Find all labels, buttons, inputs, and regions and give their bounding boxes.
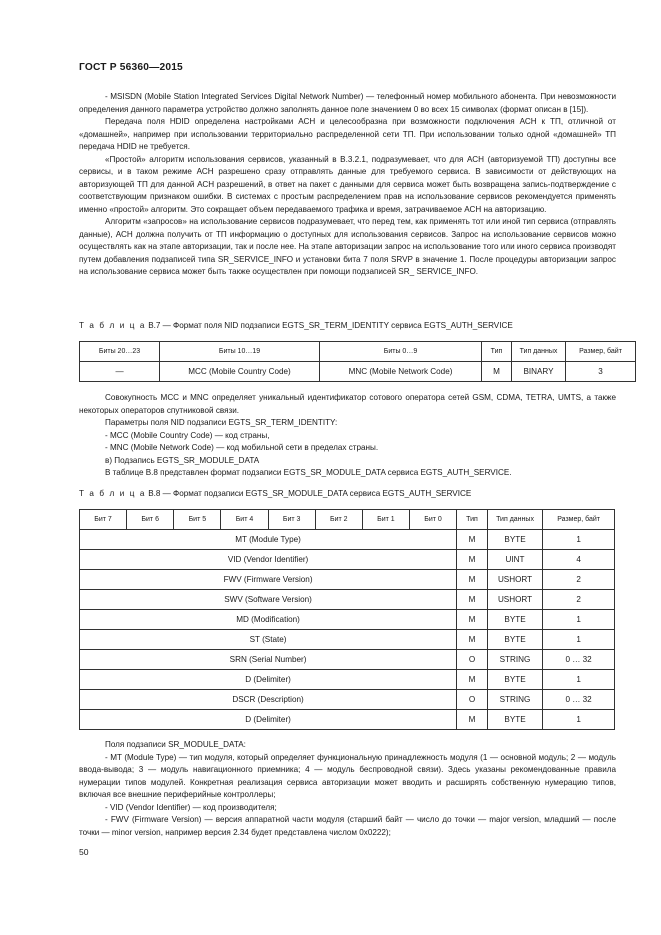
table-cell: BYTE <box>487 530 542 550</box>
header-cell: Размер, байт <box>543 510 615 530</box>
table-cell: USHORT <box>487 570 542 590</box>
table-cell: D (Delimiter) <box>80 670 457 690</box>
table-header-row <box>80 510 615 530</box>
middle-text <box>79 392 616 480</box>
document-header: ГОСТ Р 56360—2015 <box>79 62 183 73</box>
header-cell: Биты 0…9 <box>320 342 482 362</box>
header-cell: Размер, байт <box>566 342 636 362</box>
table-cell: 0 … 32 <box>543 650 615 670</box>
paragraph: - MCC (Mobile Country Code) — код страны, <box>105 430 270 440</box>
table-cell: 1 <box>543 530 615 550</box>
table-cell: M <box>457 670 488 690</box>
table-cell: VID (Vendor Identifier) <box>80 550 457 570</box>
table-row <box>80 550 615 570</box>
page-number: 50 <box>79 847 89 857</box>
table-cell: STRING <box>487 690 542 710</box>
table-cell: 3 <box>566 362 636 382</box>
table-cell: ST (State) <box>80 630 457 650</box>
table-b8-caption <box>79 489 471 498</box>
table-row <box>80 570 615 590</box>
table-cell: SRN (Serial Number) <box>80 650 457 670</box>
caption-prefix: Т а б л и ц а <box>79 489 146 498</box>
table-row <box>80 362 636 382</box>
table-cell: M <box>457 590 488 610</box>
table-cell: BYTE <box>487 630 542 650</box>
table-row <box>80 710 615 730</box>
header-cell: Тип данных <box>487 510 542 530</box>
table-cell: M <box>482 362 512 382</box>
header-cell: Тип <box>457 510 488 530</box>
bottom-text <box>79 739 616 839</box>
table-cell: M <box>457 550 488 570</box>
table-row <box>80 630 615 650</box>
table-cell: BYTE <box>487 710 542 730</box>
table-cell: 1 <box>543 610 615 630</box>
table-cell: M <box>457 710 488 730</box>
header-cell: Бит 6 <box>127 510 174 530</box>
paragraph: - FWV (Firmware Version) — версия аппаратной части модуля (старший байт — число до точки — major version, младший — после точки — minor version, например версия 2.34 будет представлена числом 0x0222); <box>79 815 616 837</box>
table-cell: 1 <box>543 670 615 690</box>
table-row <box>80 530 615 550</box>
table-cell: M <box>457 610 488 630</box>
paragraph: в) Подзапись EGTS_SR_MODULE_DATA <box>105 455 260 465</box>
caption-text: В.8 — Формат подзаписи EGTS_SR_MODULE_DATA сервиса EGTS_AUTH_SERVICE <box>148 489 472 498</box>
header-cell: Бит 4 <box>221 510 268 530</box>
paragraph: Поля подзаписи SR_MODULE_DATA: <box>105 740 246 749</box>
table-cell: DSCR (Description) <box>80 690 457 710</box>
header-cell: Бит 5 <box>174 510 221 530</box>
paragraph: - MSISDN (Mobile Station Integrated Services Digital Network Number) — телефонный номер мобильного абонента. При невозможности определения данного параметра устройство должно заполнять данное поле значением 0 во всех 15 символах (формат описан в [15]). <box>79 92 616 114</box>
paragraph: - MNC (Mobile Network Code) — код мобильной сети в пределах страны. <box>105 443 379 452</box>
header-cell: Бит 3 <box>268 510 315 530</box>
paragraph: - VID (Vendor Identifier) — код производителя; <box>105 802 277 812</box>
table-cell: 2 <box>543 570 615 590</box>
paragraph: Алгоритм «запросов» на использование сервисов подразумевает, что перед тем, как применять тот или иной тип сервиса (отправлять данные), АСН должна получить от ТП информацию о доступных для использования сервисов. Запрос на использование сервисов можно осуществлять как на этапе авторизации, так и после нее. На этапе авторизации запрос на использование того или иного сервиса производят путем добавления подзаписей типа SR_SERVICE_INFO и установки бита 7 поля SRVP в значение 1. После процедуры авторизации запрос на использование сервиса может быть также осуществлен при помощи подзаписей SR_ SERVICE_INFO. <box>79 217 616 276</box>
table-cell: 2 <box>543 590 615 610</box>
table-row <box>80 650 615 670</box>
paragraph: «Простой» алгоритм использования сервисов, указанный в В.3.2.1, подразумевает, что для АСН (авторизуемой ТП) доступны все сервисы, и в таком режиме АСН разрешено сразу отправлять данные для требуемого сервиса. В зависимости от действующих на авторизующей ТП для данной АСН разрешений, в ответ на пакет с данными для сервиса может быть возвращена запись-подтверждение с соответствующим признаком ошибки. В системах с простым распределением прав на использование сервисов рекомендуется применять именно «простой» алгоритм. Это сокращает объем передаваемого трафика и время, затрачиваемое АСН на авторизацию. <box>79 154 616 214</box>
table-cell: FWV (Firmware Version) <box>80 570 457 590</box>
table-b7 <box>79 341 636 382</box>
table-cell: UINT <box>487 550 542 570</box>
table-row <box>80 690 615 710</box>
table-cell: 4 <box>543 550 615 570</box>
table-cell: MD (Modification) <box>80 610 457 630</box>
table-cell: MCC (Mobile Country Code) <box>160 362 320 382</box>
table-cell: D (Delimiter) <box>80 710 457 730</box>
table-cell: O <box>457 690 488 710</box>
intro-text <box>79 91 616 279</box>
header-cell: Бит 2 <box>315 510 362 530</box>
table-cell: STRING <box>487 650 542 670</box>
table-cell: M <box>457 570 488 590</box>
table-cell: 1 <box>543 710 615 730</box>
table-cell: MT (Module Type) <box>80 530 457 550</box>
header-cell: Тип <box>482 342 512 362</box>
paragraph: В таблице В.8 представлен формат подзаписи EGTS_SR_MODULE_DATA сервиса EGTS_AUTH_SERVICE. <box>105 468 512 477</box>
table-row <box>80 670 615 690</box>
header-cell: Бит 0 <box>409 510 456 530</box>
header-cell: Бит 7 <box>80 510 127 530</box>
paragraph: Параметры поля NID подзаписи EGTS_SR_TERM_IDENTITY: <box>105 418 338 427</box>
header-cell: Биты 20…23 <box>80 342 160 362</box>
table-cell: — <box>80 362 160 382</box>
paragraph: Передача поля HDID определена настройками АСН и целесообразна при возможности подключения АСН к ТП, отличной от «домашней», например при использовании территориально распределенной сети ТП. При использовании только одной «домашней» ТП передача HDID не требуется. <box>79 117 616 151</box>
table-cell: SWV (Software Version) <box>80 590 457 610</box>
paragraph: - MT (Module Type) — тип модуля, который определяет функциональную принадлежность модуля (1 — основной модуль; 2 — модуль ввода-вывода; 3 — модуль навигационного приемника; 4 — модуль беспроводной связи). Здесь указаны рекомендованные правила нумерации типов модулей. Конкретная реализация сервиса авторизации может вводить и расширять собственную нумерацию типов, включая все внешние периферийные контроллеры; <box>79 752 616 799</box>
table-cell: M <box>457 630 488 650</box>
header-cell: Тип данных <box>512 342 566 362</box>
table-cell: BYTE <box>487 610 542 630</box>
table-cell: BYTE <box>487 670 542 690</box>
table-cell: 1 <box>543 630 615 650</box>
caption-text: В.7 — Формат поля NID подзаписи EGTS_SR_TERM_IDENTITY сервиса EGTS_AUTH_SERVICE <box>148 321 513 330</box>
table-row <box>80 590 615 610</box>
table-b7-caption <box>79 321 513 330</box>
table-cell: USHORT <box>487 590 542 610</box>
table-cell: 0 … 32 <box>543 690 615 710</box>
table-b8 <box>79 509 615 730</box>
header-cell: Бит 1 <box>362 510 409 530</box>
table-header-row <box>80 342 636 362</box>
paragraph: Совокупность MCC и MNC определяет уникальный идентификатор сотового оператора сетей GSM, CDMA, TETRA, UMTS, а также некоторых операторов спутниковой связи. <box>79 393 616 415</box>
table-cell: MNC (Mobile Network Code) <box>320 362 482 382</box>
table-cell: M <box>457 530 488 550</box>
header-cell: Биты 10…19 <box>160 342 320 362</box>
caption-prefix: Т а б л и ц а <box>79 321 146 330</box>
table-cell: O <box>457 650 488 670</box>
table-cell: BINARY <box>512 362 566 382</box>
table-row <box>80 610 615 630</box>
